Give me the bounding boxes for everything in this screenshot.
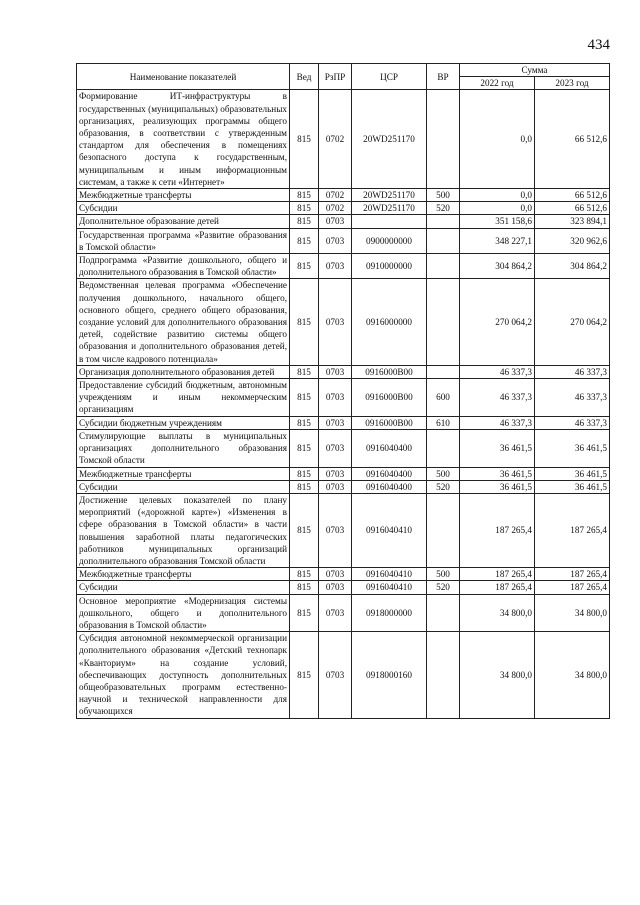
cell-y2022: 351 158,6: [460, 215, 535, 228]
cell-y2023: 66 512,6: [535, 189, 610, 202]
cell-y2022: 46 337,3: [460, 379, 535, 417]
cell-vr: 500: [427, 568, 460, 581]
cell-name: Формирование ИТ-инфраструктуры в государственных (муниципальных) образовательных организациях, реализующих программы общего образования, в соответствии с утвержденным стандартом для обеспечения в помещениях безопасного доступа к государственным, муниципальным и иным информационным системам, а также к сети «Интернет»: [77, 90, 290, 189]
cell-ved: 815: [290, 493, 319, 567]
cell-ved: 815: [290, 379, 319, 417]
cell-vr: [427, 254, 460, 279]
table-row: [77, 493, 610, 567]
cell-name: Межбюджетные трансферты: [77, 467, 290, 480]
cell-y2023: 34 800,0: [535, 632, 610, 718]
cell-name: Ведомственная целевая программа «Обеспечение получения дошкольного, начального общего, основного общего, среднего общего образования, создание условий для дополнительного образования детей, содействие развитию системы общего образования и дополнительного образования детей, в том числе кадрового потенциала»: [77, 279, 290, 365]
cell-rzpr: 0703: [319, 254, 352, 279]
cell-vr: 520: [427, 480, 460, 493]
cell-y2023: 36 461,5: [535, 480, 610, 493]
cell-csr: 0910000000: [352, 254, 427, 279]
cell-vr: [427, 228, 460, 253]
cell-y2022: 36 461,5: [460, 480, 535, 493]
cell-y2022: 187 265,4: [460, 493, 535, 567]
cell-csr: 0916040400: [352, 480, 427, 493]
cell-y2022: 36 461,5: [460, 467, 535, 480]
cell-ved: 815: [290, 279, 319, 365]
cell-name: Основное мероприятие «Модернизация системы дошкольного, общего и дополнительного образования в Томской области»: [77, 594, 290, 632]
cell-rzpr: 0703: [319, 379, 352, 417]
cell-ved: 815: [290, 632, 319, 718]
cell-y2022: 0,0: [460, 202, 535, 215]
cell-name: Субсидии: [77, 480, 290, 493]
cell-name: Стимулирующие выплаты в муниципальных организациях дополнительного образования Томской области: [77, 429, 290, 467]
cell-name: Подпрограмма «Развитие дошкольного, общего и дополнительного образования в Томской области»: [77, 254, 290, 279]
cell-vr: 500: [427, 467, 460, 480]
cell-rzpr: 0703: [319, 568, 352, 581]
cell-csr: 0918000000: [352, 594, 427, 632]
cell-csr: 0916000B00: [352, 379, 427, 417]
cell-y2023: 187 265,4: [535, 568, 610, 581]
table-row: [77, 228, 610, 253]
table-row: [77, 467, 610, 480]
cell-rzpr: 0703: [319, 467, 352, 480]
cell-vr: [427, 493, 460, 567]
cell-csr: 0916040400: [352, 467, 427, 480]
cell-ved: 815: [290, 467, 319, 480]
cell-rzpr: 0702: [319, 202, 352, 215]
cell-y2022: 34 800,0: [460, 594, 535, 632]
table-row: [77, 279, 610, 365]
cell-rzpr: 0703: [319, 493, 352, 567]
cell-name: Межбюджетные трансферты: [77, 189, 290, 202]
cell-csr: 0918000160: [352, 632, 427, 718]
cell-y2023: 320 962,6: [535, 228, 610, 253]
cell-rzpr: 0703: [319, 581, 352, 594]
cell-vr: 610: [427, 416, 460, 429]
cell-ved: 815: [290, 90, 319, 189]
cell-vr: [427, 90, 460, 189]
cell-y2023: 66 512,6: [535, 202, 610, 215]
cell-vr: [427, 215, 460, 228]
cell-y2023: 46 337,3: [535, 365, 610, 378]
cell-rzpr: 0703: [319, 480, 352, 493]
cell-csr: 20WD251170: [352, 202, 427, 215]
table-row: [77, 632, 610, 718]
cell-name: Субсидии: [77, 202, 290, 215]
header-name: Наименование показателей: [77, 64, 290, 90]
table-row: [77, 416, 610, 429]
cell-y2022: 270 064,2: [460, 279, 535, 365]
cell-ved: 815: [290, 581, 319, 594]
budget-table: [76, 63, 610, 719]
cell-name: Дополнительное образование детей: [77, 215, 290, 228]
cell-name: Предоставление субсидий бюджетным, автономным учреждениям и иным некоммерческим организациям: [77, 379, 290, 417]
table-row: [77, 202, 610, 215]
page-number: 434: [587, 37, 610, 53]
cell-vr: [427, 632, 460, 718]
cell-ved: 815: [290, 215, 319, 228]
cell-name: Организация дополнительного образования детей: [77, 365, 290, 378]
table-row: [77, 365, 610, 378]
header-sum: Сумма: [460, 64, 610, 77]
cell-ved: 815: [290, 594, 319, 632]
cell-ved: 815: [290, 429, 319, 467]
cell-name: Межбюджетные трансферты: [77, 568, 290, 581]
table-row: [77, 429, 610, 467]
table-body: [77, 90, 610, 718]
cell-y2022: 348 227,1: [460, 228, 535, 253]
cell-rzpr: 0703: [319, 365, 352, 378]
cell-y2023: 187 265,4: [535, 493, 610, 567]
table-row: [77, 379, 610, 417]
cell-vr: 520: [427, 581, 460, 594]
cell-ved: 815: [290, 202, 319, 215]
cell-ved: 815: [290, 189, 319, 202]
table-row: [77, 568, 610, 581]
cell-csr: 0900000000: [352, 228, 427, 253]
cell-y2023: 46 337,3: [535, 416, 610, 429]
cell-vr: [427, 594, 460, 632]
cell-vr: 600: [427, 379, 460, 417]
cell-rzpr: 0703: [319, 429, 352, 467]
header-year-2023: 2023 год: [535, 77, 610, 90]
cell-y2023: 270 064,2: [535, 279, 610, 365]
table-row: [77, 189, 610, 202]
cell-y2023: 66 512,6: [535, 90, 610, 189]
cell-y2022: 0,0: [460, 90, 535, 189]
cell-csr: 0916000B00: [352, 365, 427, 378]
cell-y2022: 187 265,4: [460, 568, 535, 581]
table-row: [77, 90, 610, 189]
cell-rzpr: 0703: [319, 279, 352, 365]
cell-y2023: 304 864,2: [535, 254, 610, 279]
cell-csr: [352, 215, 427, 228]
cell-y2023: 46 337,3: [535, 379, 610, 417]
cell-rzpr: 0703: [319, 632, 352, 718]
header-ved: Вед: [290, 64, 319, 90]
cell-y2023: 34 800,0: [535, 594, 610, 632]
table-row: [77, 581, 610, 594]
cell-vr: 520: [427, 202, 460, 215]
cell-y2022: 304 864,2: [460, 254, 535, 279]
cell-rzpr: 0702: [319, 90, 352, 189]
cell-csr: 20WD251170: [352, 189, 427, 202]
cell-y2023: 187 265,4: [535, 581, 610, 594]
cell-y2023: 36 461,5: [535, 467, 610, 480]
cell-csr: 0916040410: [352, 568, 427, 581]
cell-vr: [427, 279, 460, 365]
cell-rzpr: 0703: [319, 228, 352, 253]
cell-ved: 815: [290, 228, 319, 253]
table-row: [77, 594, 610, 632]
cell-csr: 0916040410: [352, 581, 427, 594]
cell-csr: 0916000000: [352, 279, 427, 365]
cell-y2022: 46 337,3: [460, 365, 535, 378]
cell-rzpr: 0703: [319, 215, 352, 228]
table-row: [77, 215, 610, 228]
cell-name: Субсидии бюджетным учреждениям: [77, 416, 290, 429]
table-row: [77, 480, 610, 493]
cell-csr: 0916000B00: [352, 416, 427, 429]
cell-y2023: 323 894,1: [535, 215, 610, 228]
cell-name: Государственная программа «Развитие образования в Томской области»: [77, 228, 290, 253]
cell-name: Субсидии: [77, 581, 290, 594]
cell-y2022: 187 265,4: [460, 581, 535, 594]
header-csr: ЦСР: [352, 64, 427, 90]
cell-csr: 20WD251170: [352, 90, 427, 189]
cell-y2022: 46 337,3: [460, 416, 535, 429]
cell-y2022: 36 461,5: [460, 429, 535, 467]
cell-y2023: 36 461,5: [535, 429, 610, 467]
cell-ved: 815: [290, 416, 319, 429]
cell-vr: [427, 429, 460, 467]
table-row: [77, 254, 610, 279]
cell-csr: 0916040410: [352, 493, 427, 567]
cell-rzpr: 0703: [319, 416, 352, 429]
header-year-2022: 2022 год: [460, 77, 535, 90]
header-vr: ВР: [427, 64, 460, 90]
cell-ved: 815: [290, 568, 319, 581]
header-rzpr: РзПР: [319, 64, 352, 90]
cell-ved: 815: [290, 365, 319, 378]
cell-ved: 815: [290, 254, 319, 279]
cell-vr: 500: [427, 189, 460, 202]
cell-csr: 0916040400: [352, 429, 427, 467]
cell-y2022: 34 800,0: [460, 632, 535, 718]
cell-vr: [427, 365, 460, 378]
cell-y2022: 0,0: [460, 189, 535, 202]
cell-name: Субсидия автономной некоммерческой организации дополнительного образования «Детский технопарк «Кванториум» на создание условий, обеспечивающих доступность дополнительных общеобразовательных программ естественно-научной и технической направленности для обучающихся: [77, 632, 290, 718]
cell-name: Достижение целевых показателей по плану мероприятий («дорожной карте») «Изменения в сфере образования в Томской области» в части повышения заработной платы педагогических работников муниципальных организаций дополнительного образования Томской области: [77, 493, 290, 567]
cell-ved: 815: [290, 480, 319, 493]
cell-rzpr: 0703: [319, 594, 352, 632]
cell-rzpr: 0702: [319, 189, 352, 202]
